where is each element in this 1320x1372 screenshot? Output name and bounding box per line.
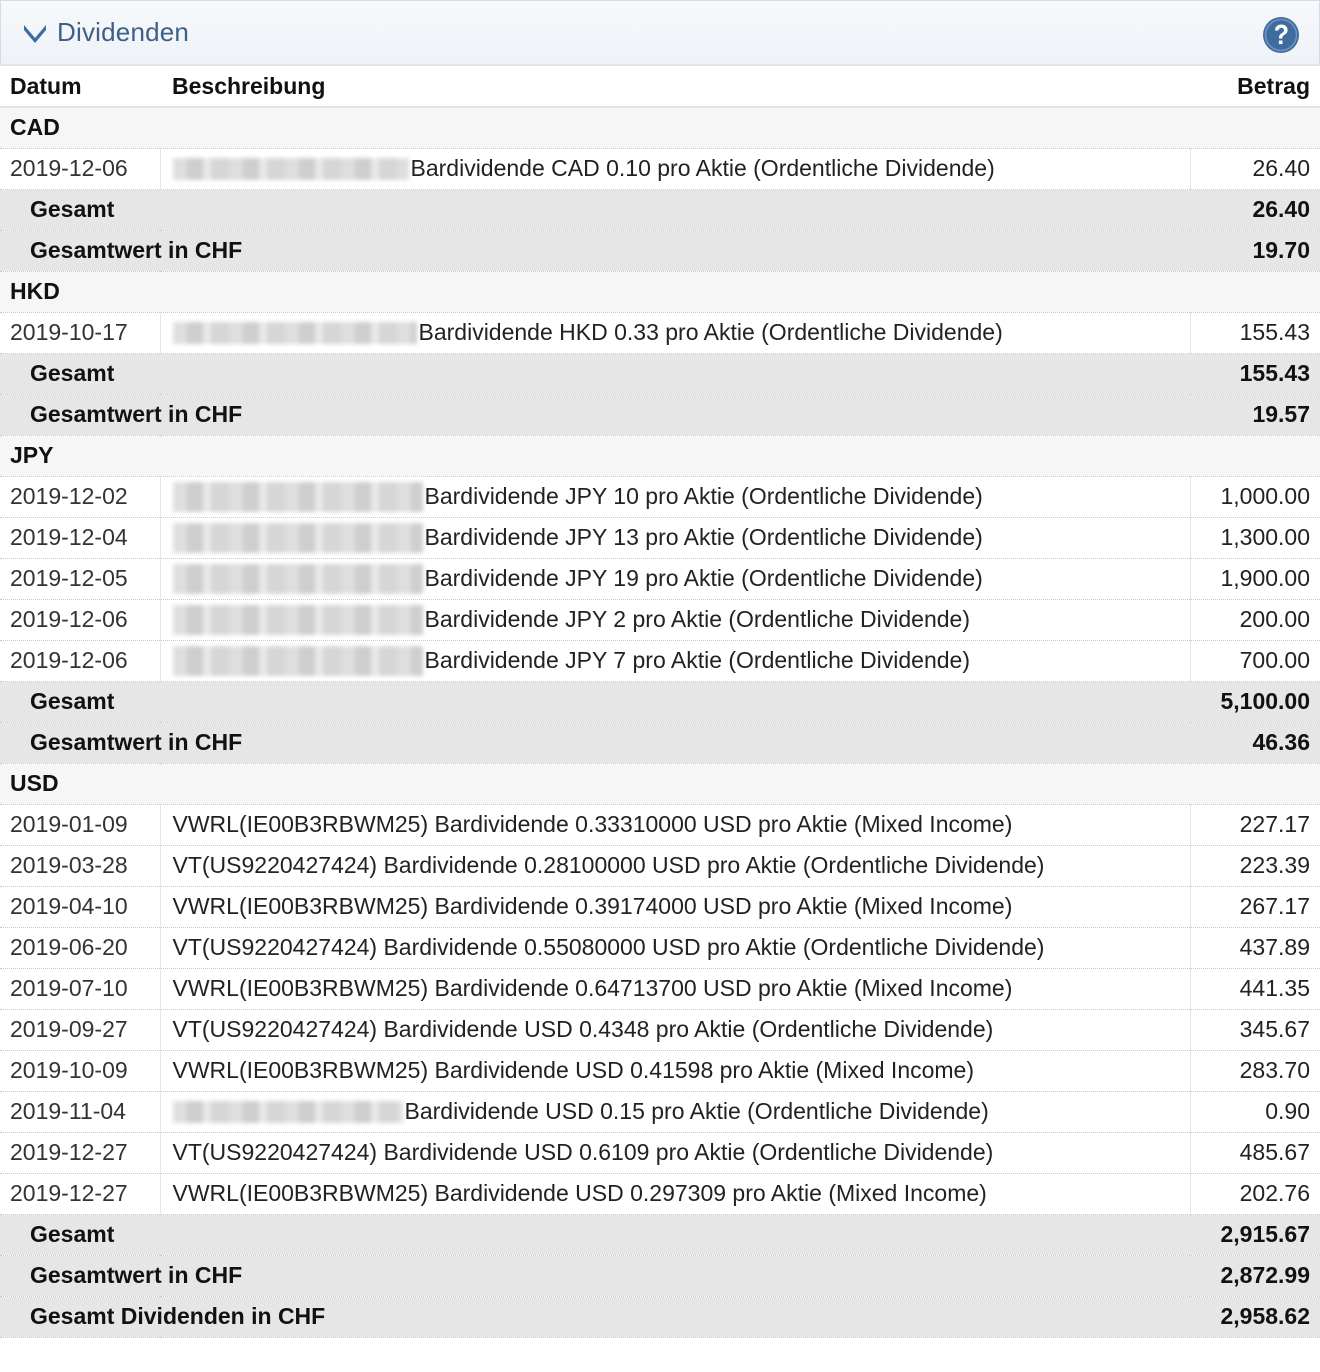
row-date: 2019-10-17 xyxy=(0,312,160,353)
row-description xyxy=(160,312,1190,353)
table-row[interactable] xyxy=(0,640,1320,681)
row-date: 2019-12-06 xyxy=(0,599,160,640)
table-row[interactable] xyxy=(0,517,1320,558)
total-label: Gesamtwert in CHF xyxy=(0,394,1190,435)
row-date: 2019-01-09 xyxy=(0,804,160,845)
table-row[interactable] xyxy=(0,476,1320,517)
row-description xyxy=(160,517,1190,558)
row-amount: 700.00 xyxy=(1190,640,1320,681)
row-date: 2019-07-10 xyxy=(0,968,160,1009)
grand-total-label: Gesamt Dividenden in CHF xyxy=(0,1296,1190,1337)
group-chf-total-row xyxy=(0,722,1320,763)
row-amount: 200.00 xyxy=(1190,599,1320,640)
column-header-description[interactable]: Beschreibung xyxy=(160,66,1190,107)
redacted-security-name xyxy=(173,322,417,344)
row-description xyxy=(160,1091,1190,1132)
grand-total-value: 2,958.62 xyxy=(1190,1296,1320,1337)
panel-title: Dividenden xyxy=(57,17,190,47)
total-label: Gesamtwert in CHF xyxy=(0,1255,1190,1296)
total-value: 26.40 xyxy=(1190,189,1320,230)
redacted-security-name xyxy=(173,564,423,594)
row-amount: 283.70 xyxy=(1190,1050,1320,1091)
total-value: 19.70 xyxy=(1190,230,1320,271)
table-row[interactable] xyxy=(0,558,1320,599)
row-description xyxy=(160,558,1190,599)
table-row[interactable] xyxy=(0,599,1320,640)
column-header-amount[interactable]: Betrag xyxy=(1190,66,1320,107)
row-date: 2019-10-09 xyxy=(0,1050,160,1091)
redacted-security-name xyxy=(173,482,423,512)
table-row[interactable] xyxy=(0,1009,1320,1050)
group-chf-total-row xyxy=(0,394,1320,435)
currency-group-row xyxy=(0,763,1320,804)
row-amount: 441.35 xyxy=(1190,968,1320,1009)
redacted-security-name xyxy=(173,1101,403,1123)
group-total-row xyxy=(0,681,1320,722)
table-row[interactable] xyxy=(0,1091,1320,1132)
currency-group-row xyxy=(0,435,1320,476)
total-value: 155.43 xyxy=(1190,353,1320,394)
row-description xyxy=(160,927,1190,968)
panel-header[interactable] xyxy=(0,0,1320,66)
row-description xyxy=(160,886,1190,927)
row-date: 2019-12-02 xyxy=(0,476,160,517)
row-amount: 155.43 xyxy=(1190,312,1320,353)
total-label: Gesamtwert in CHF xyxy=(0,230,1190,271)
row-description-text: VWRL(IE00B3RBWM25) Bardividende USD 0.41598 pro Aktie (Mixed Income) xyxy=(172,1057,975,1083)
total-value: 46.36 xyxy=(1190,722,1320,763)
row-amount: 0.90 xyxy=(1190,1091,1320,1132)
total-label: Gesamt xyxy=(0,1214,1190,1255)
row-amount: 437.89 xyxy=(1190,927,1320,968)
row-description-text: Bardividende JPY 2 pro Aktie (Ordentliche Dividende) xyxy=(424,605,970,632)
row-description xyxy=(160,804,1190,845)
row-date: 2019-11-04 xyxy=(0,1091,160,1132)
currency-label: CAD xyxy=(0,107,1320,148)
redacted-security-name xyxy=(173,646,423,676)
row-amount: 345.67 xyxy=(1190,1009,1320,1050)
row-date: 2019-12-05 xyxy=(0,558,160,599)
table-row[interactable] xyxy=(0,1132,1320,1173)
total-label: Gesamt xyxy=(0,353,1190,394)
table-row[interactable] xyxy=(0,1050,1320,1091)
table-row[interactable] xyxy=(0,1173,1320,1214)
row-description-text: VT(US9220427424) Bardividende USD 0.6109 pro Aktie (Ordentliche Dividende) xyxy=(172,1139,994,1165)
currency-group-row xyxy=(0,107,1320,148)
currency-label: HKD xyxy=(0,271,1320,312)
currency-label: JPY xyxy=(0,435,1320,476)
total-label: Gesamt xyxy=(0,681,1190,722)
row-date: 2019-12-27 xyxy=(0,1132,160,1173)
row-date: 2019-12-27 xyxy=(0,1173,160,1214)
row-description-text: VWRL(IE00B3RBWM25) Bardividende 0.39174000 USD pro Aktie (Mixed Income) xyxy=(172,893,1013,919)
table-row[interactable] xyxy=(0,968,1320,1009)
table-row[interactable] xyxy=(0,845,1320,886)
total-label: Gesamtwert in CHF xyxy=(0,722,1190,763)
table-header-row xyxy=(0,66,1320,107)
row-description xyxy=(160,1132,1190,1173)
row-description xyxy=(160,640,1190,681)
total-value: 2,872.99 xyxy=(1190,1255,1320,1296)
row-amount: 1,000.00 xyxy=(1190,476,1320,517)
total-value: 5,100.00 xyxy=(1190,681,1320,722)
table-row[interactable] xyxy=(0,148,1320,189)
row-description-text: VT(US9220427424) Bardividende 0.28100000 USD pro Aktie (Ordentliche Dividende) xyxy=(172,852,1045,878)
row-description-text: VT(US9220427424) Bardividende USD 0.4348 pro Aktie (Ordentliche Dividende) xyxy=(172,1016,994,1042)
currency-label: USD xyxy=(0,763,1320,804)
group-total-row xyxy=(0,189,1320,230)
row-description xyxy=(160,1050,1190,1091)
row-description-text: VT(US9220427424) Bardividende 0.55080000 USD pro Aktie (Ordentliche Dividende) xyxy=(172,934,1045,960)
total-label: Gesamt xyxy=(0,189,1190,230)
redacted-security-name xyxy=(173,605,423,635)
row-amount: 1,900.00 xyxy=(1190,558,1320,599)
row-description-text: Bardividende JPY 10 pro Aktie (Ordentliche Dividende) xyxy=(424,482,983,509)
row-description-text: Bardividende JPY 13 pro Aktie (Ordentliche Dividende) xyxy=(424,523,983,550)
row-description-text: Bardividende HKD 0.33 pro Aktie (Ordentliche Dividende) xyxy=(418,319,1003,345)
table-row[interactable] xyxy=(0,804,1320,845)
row-description-text: Bardividende CAD 0.10 pro Aktie (Ordentliche Dividende) xyxy=(410,155,995,181)
row-description xyxy=(160,1009,1190,1050)
row-amount: 26.40 xyxy=(1190,148,1320,189)
row-description-text: VWRL(IE00B3RBWM25) Bardividende USD 0.297309 pro Aktie (Mixed Income) xyxy=(172,1180,987,1206)
chevron-down-icon[interactable] xyxy=(22,21,48,45)
row-description xyxy=(160,476,1190,517)
row-amount: 1,300.00 xyxy=(1190,517,1320,558)
total-value: 19.57 xyxy=(1190,394,1320,435)
group-total-row xyxy=(0,353,1320,394)
row-date: 2019-12-06 xyxy=(0,148,160,189)
table-row[interactable] xyxy=(0,927,1320,968)
currency-group-row xyxy=(0,271,1320,312)
row-description xyxy=(160,845,1190,886)
row-description-text: VWRL(IE00B3RBWM25) Bardividende 0.33310000 USD pro Aktie (Mixed Income) xyxy=(172,811,1013,837)
row-description xyxy=(160,148,1190,189)
row-date: 2019-03-28 xyxy=(0,845,160,886)
redacted-security-name xyxy=(173,523,423,553)
row-amount: 223.39 xyxy=(1190,845,1320,886)
row-amount: 202.76 xyxy=(1190,1173,1320,1214)
row-amount: 227.17 xyxy=(1190,804,1320,845)
row-date: 2019-12-04 xyxy=(0,517,160,558)
group-chf-total-row xyxy=(0,230,1320,271)
row-date: 2019-06-20 xyxy=(0,927,160,968)
total-value: 2,915.67 xyxy=(1190,1214,1320,1255)
table-body xyxy=(0,107,1320,1337)
grand-total-row xyxy=(0,1296,1320,1337)
help-icon[interactable] xyxy=(1262,16,1300,54)
row-description xyxy=(160,599,1190,640)
row-description xyxy=(160,968,1190,1009)
group-total-row xyxy=(0,1214,1320,1255)
row-amount: 267.17 xyxy=(1190,886,1320,927)
dividends-table xyxy=(0,66,1320,1338)
row-description-text: VWRL(IE00B3RBWM25) Bardividende 0.64713700 USD pro Aktie (Mixed Income) xyxy=(172,975,1013,1001)
row-date: 2019-12-06 xyxy=(0,640,160,681)
row-date: 2019-04-10 xyxy=(0,886,160,927)
row-description xyxy=(160,1173,1190,1214)
table-row[interactable] xyxy=(0,312,1320,353)
group-chf-total-row xyxy=(0,1255,1320,1296)
row-description-text: Bardividende USD 0.15 pro Aktie (Ordentliche Dividende) xyxy=(404,1098,989,1124)
column-header-date[interactable]: Datum xyxy=(0,66,160,107)
table-row[interactable] xyxy=(0,886,1320,927)
row-date: 2019-09-27 xyxy=(0,1009,160,1050)
row-description-text: Bardividende JPY 7 pro Aktie (Ordentliche Dividende) xyxy=(424,646,970,673)
row-description-text: Bardividende JPY 19 pro Aktie (Ordentliche Dividende) xyxy=(424,564,983,591)
row-amount: 485.67 xyxy=(1190,1132,1320,1173)
redacted-security-name xyxy=(173,158,409,180)
